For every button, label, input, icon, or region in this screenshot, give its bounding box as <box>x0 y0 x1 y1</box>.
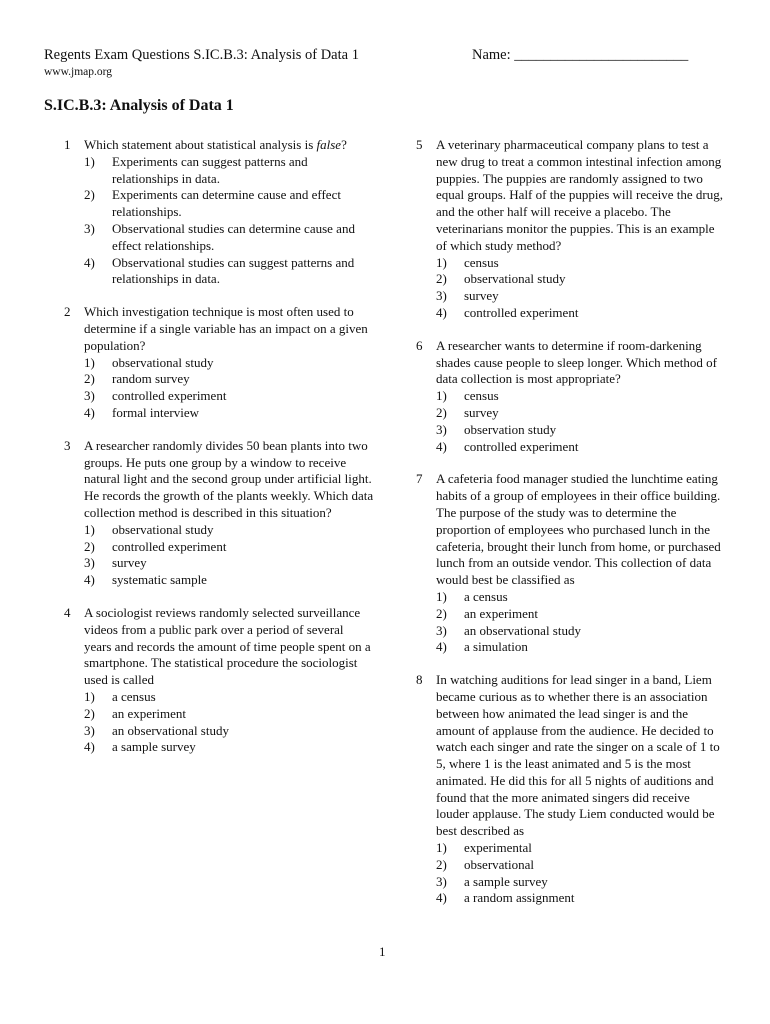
answer-option: 4) systematic sample <box>84 572 207 588</box>
question-number: 4 <box>64 604 71 620</box>
answer-option: 2) an experiment <box>84 705 186 721</box>
answer-options <box>436 255 726 322</box>
answer-option: 1) Experiments can suggest patterns and relationships in data. <box>84 153 308 186</box>
question-text: A researcher randomly divides 50 bean plants into two groups. He puts one group by a window to receive natural light and the second group under artificial light. He records the growth of the plants weekly. Which data collection method is described in this situation? <box>84 437 374 520</box>
answer-option: 1) observational study <box>84 354 214 370</box>
answer-option: 2) random survey <box>84 371 190 387</box>
answer-option: 3) survey <box>436 288 499 304</box>
question-text: Which statement about statistical analysis is false? <box>84 137 347 152</box>
question-4 <box>64 605 374 756</box>
answer-option: 2) observational <box>436 856 535 872</box>
answer-options <box>436 840 726 907</box>
question-number: 7 <box>416 471 423 487</box>
question-7 <box>416 471 726 656</box>
answer-option: 3) an observational study <box>436 622 581 638</box>
page-number: 1 <box>379 944 386 959</box>
answer-options <box>84 355 374 422</box>
question-1 <box>64 137 374 288</box>
question-3 <box>64 438 374 589</box>
answer-option: 3) controlled experiment <box>84 388 227 404</box>
answer-options <box>436 589 726 656</box>
question-number: 5 <box>416 137 423 152</box>
answer-option: 4) a random assignment <box>436 890 575 906</box>
question-number: 3 <box>64 437 71 453</box>
answer-options <box>436 388 726 455</box>
question-6 <box>416 338 726 456</box>
question-2 <box>64 304 374 422</box>
document-header-title: Regents Exam Questions S.IC.B.3: Analysis of Data 1 <box>44 47 359 63</box>
answer-option: 4) controlled experiment <box>436 304 579 320</box>
question-5 <box>416 137 726 322</box>
answer-option: 1) census <box>436 388 499 404</box>
answer-option: 4) a sample survey <box>84 739 196 755</box>
question-text: A researcher wants to determine if room-darkening shades cause people to sleep longer. Which method of data collection is most appropriate? <box>436 337 717 387</box>
right-column <box>416 137 726 923</box>
answer-option: 1) experimental <box>436 840 532 856</box>
question-text: A sociologist reviews randomly selected surveillance videos from a public park over a period of several years and records the amount of time people spent on a smartphone. The statistical procedure the sociologist used is called <box>84 604 371 688</box>
question-number: 1 <box>64 137 71 152</box>
answer-option: 2) an experiment <box>436 605 538 621</box>
answer-option: 3) an observational study <box>84 722 229 738</box>
question-number: 2 <box>64 304 71 320</box>
answer-option: 1) a census <box>84 688 156 704</box>
answer-option: 3) Observational studies can determine cause and effect relationships. <box>84 220 355 253</box>
question-number: 8 <box>416 672 423 688</box>
website-url: www.jmap.org <box>44 66 113 78</box>
answer-option: 4) a simulation <box>436 639 528 655</box>
answer-option: 1) observational study <box>84 521 214 537</box>
left-column <box>64 137 374 772</box>
answer-option: 4) Observational studies can suggest patterns and relationships in data. <box>84 254 355 287</box>
question-text: In watching auditions for lead singer in a band, Liem became curious as to whether there is an association between how animated the lead singer is and the amount of applause from the audience. He decided to watch each singer and rate the singer on a scale of 1 to 5, where 1 is the least animated and 5 is the most animated. He did this for all 5 nights of auditions and found that the more animated singers did receive louder applause. The study Liem conducted would be best described as <box>436 672 720 839</box>
answer-option: 3) survey <box>84 555 147 571</box>
emphasis-false: false <box>316 137 342 152</box>
question-number: 6 <box>416 337 423 353</box>
answer-option: 4) controlled experiment <box>436 438 579 454</box>
answer-option: 3) observation study <box>436 421 557 437</box>
answer-options <box>84 522 374 589</box>
name-field-label: Name: ________________________ <box>472 47 689 63</box>
answer-option: 2) survey <box>436 404 499 420</box>
section-title: S.IC.B.3: Analysis of Data 1 <box>44 97 234 114</box>
answer-option: 2) controlled experiment <box>84 538 227 554</box>
answer-option: 2) Experiments can determine cause and effect relationships. <box>84 187 341 220</box>
answer-option: 1) census <box>436 254 499 270</box>
answer-option: 2) observational study <box>436 271 566 287</box>
question-text: A veterinary pharmaceutical company plans to test a new drug to treat a common intestinal infection among puppies. The puppies are randomly assigned to two equal groups. Half of the puppies will receive the drug, and the other half will receive a placebo. The veterinarians monitor the puppies. This is an example of which study method? <box>436 137 723 253</box>
answer-options <box>84 154 374 288</box>
answer-option: 4) formal interview <box>84 404 199 420</box>
answer-option: 3) a sample survey <box>436 873 548 889</box>
question-text: A cafeteria food manager studied the lunchtime eating habits of a group of employees in their office building. The purpose of the study was to determine the proportion of employees who purchased lunch in the cafeteria, brought their lunch from home, or purchased lunch from an outside vendor. This collection of data would best be classified as <box>436 471 721 588</box>
answer-options <box>84 689 374 756</box>
question-text: Which investigation technique is most often used to determine if a single variable has an impact on a given population? <box>84 304 368 353</box>
answer-option: 1) a census <box>436 588 508 604</box>
question-8 <box>416 672 726 907</box>
